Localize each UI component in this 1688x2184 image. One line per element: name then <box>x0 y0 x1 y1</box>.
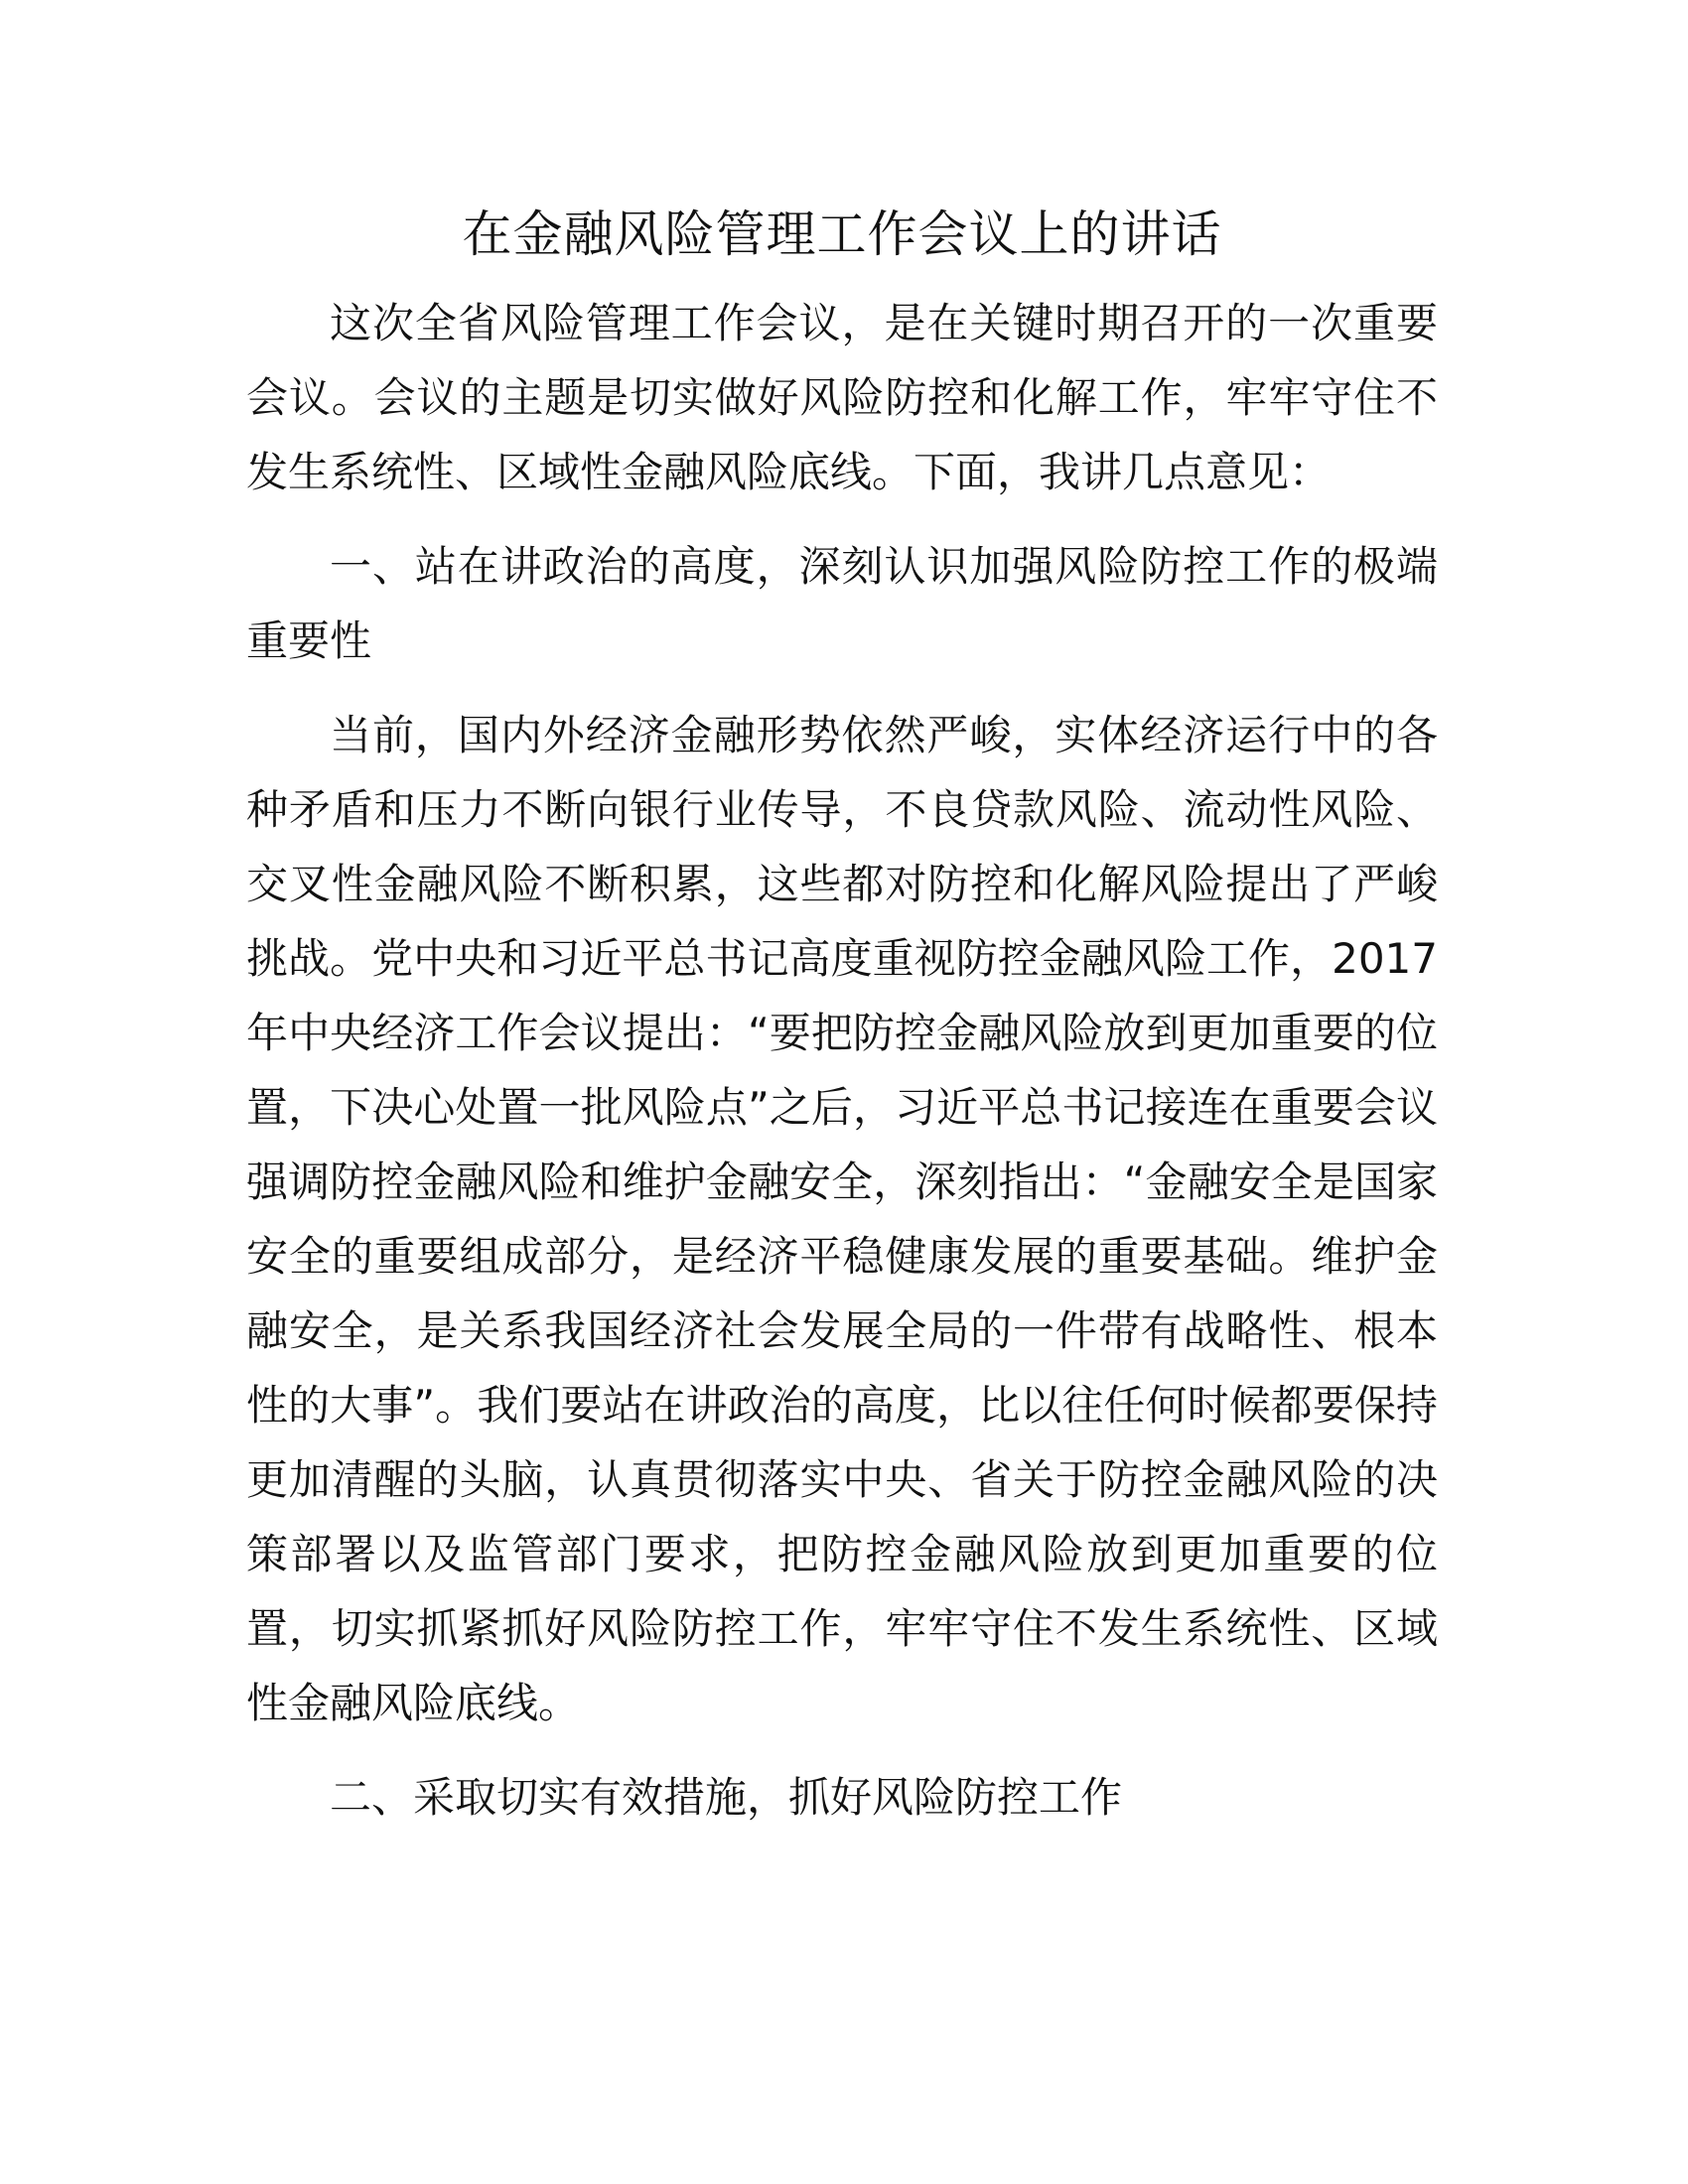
section-heading-2: 二、采取切实有效措施，抓好风险防控工作 <box>330 1773 1123 1822</box>
intro-paragraph: 这次全省风险管理工作会议，是在关键时期召开的一次重要会议。会议的主题是切实做好风险防控和化解工作，牢牢守住不发生系统性、区域性金融风险底线。下面，我讲几点意见： <box>246 299 1438 496</box>
document-title: 在金融风险管理工作会议上的讲话 <box>462 205 1222 263</box>
section-heading-1: 一、站在讲政治的高度，深刻认识加强风险防控工作的极端重要性 <box>246 542 1438 665</box>
body-paragraph-1: 当前，国内外经济金融形势依然严峻，实体经济运行中的各种矛盾和压力不断向银行业传导，不良贷款风险、流动性风险、交叉性金融风险不断积累，这些都对防控和化解风险提出了严峻挑战。党中央和习近平总书记高度重视防控金融风险工作，2017 年中央经济工作会议提出：“要把防控金融风险放到更加重要的位置，下决心处置一批风险点”之后，习近平总书记接连在重要会议强调防控金融风险和维护金融安全，深刻指出：“金融安全是国家安全的重要组成部分，是经济平稳健康发展的重要基础。维护金融安全，是关系我国经济社会发展全局的一件带有战略性、根本性的大事”。我们要站在讲政治的高度，比以往任何时候都要保持更加清醒的头脑，认真贯彻落实中央、省关于防控金融风险的决策部署以及监管部门要求，把防控金融风险放到更加重要的位置，切实抓紧抓好风险防控工作，牢牢守住不发生系统性、区域性金融风险底线。 <box>246 711 1438 1727</box>
document-page <box>246 199 1438 1854</box>
